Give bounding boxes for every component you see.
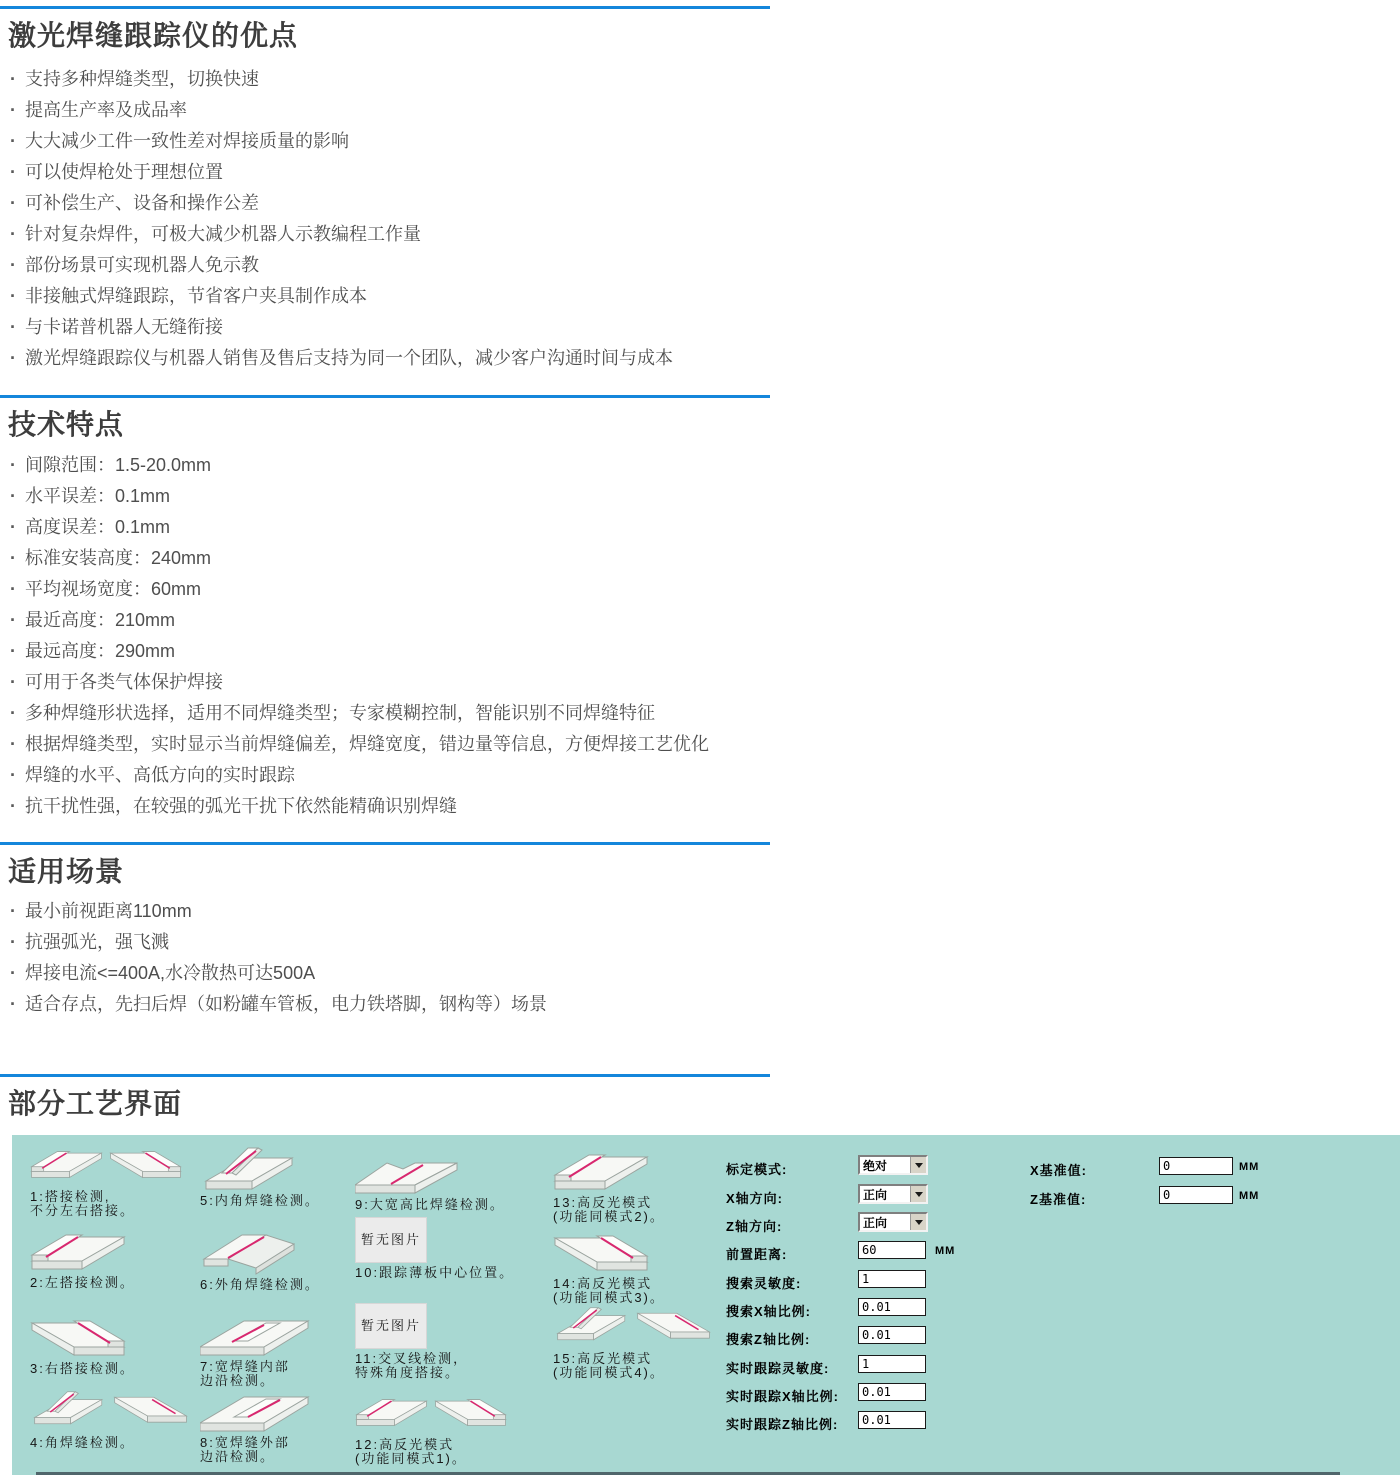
search-sensitivity-label: 搜索灵敏度: xyxy=(726,1276,802,1291)
lap-pair-weld-icon xyxy=(30,1147,182,1187)
weld-mode-14-reflective3 xyxy=(553,1230,665,1305)
x-reference-label: X基准值: xyxy=(1030,1163,1088,1178)
no-image-placeholder xyxy=(355,1217,514,1263)
bullet-item: · 最小前视距离110mm xyxy=(8,896,1388,927)
weld-mode-label: 2:左搭接检测。 xyxy=(30,1275,135,1290)
lap-right-weld-icon xyxy=(30,1315,135,1359)
weld-mode-label: 1:搭接检测, 不分左右搭接。 xyxy=(30,1189,136,1218)
bullet-item: · 可用于各类气体保护焊接 xyxy=(8,667,1388,698)
bullet-item: · 部份场景可实现机器人免示教 xyxy=(8,250,1388,281)
x-reference-unit: MM xyxy=(1239,1161,1260,1173)
realtime-sensitivity-input[interactable] xyxy=(858,1355,926,1373)
lead-distance-label: 前置距离: xyxy=(726,1247,788,1262)
lap-left-weld-icon xyxy=(30,1229,135,1273)
page-title: 激光焊缝跟踪仪的优点 xyxy=(8,20,299,51)
z-axis-direction-select[interactable] xyxy=(858,1212,928,1232)
lap-pair-weld-icon xyxy=(355,1395,507,1435)
calibration-mode-label: 标定模式: xyxy=(726,1162,788,1177)
weld-mode-label: 4:角焊缝检测。 xyxy=(30,1435,135,1450)
no-image-text: 暂无图片 xyxy=(355,1303,427,1349)
lap-right-weld-icon xyxy=(553,1230,665,1274)
bullet-item: · 可以使焊枪处于理想位置 xyxy=(8,157,1388,188)
weld-mode-11-cross-line xyxy=(355,1303,468,1380)
bullet-item: · 标准安装高度：240mm xyxy=(8,543,1388,574)
section-title-scenarios: 适用场景 xyxy=(8,856,125,887)
weld-mode-label: 7:宽焊缝内部 边沿检测。 xyxy=(200,1359,290,1388)
weld-mode-label: 9:大宽高比焊缝检测。 xyxy=(355,1197,505,1212)
search-sensitivity-input[interactable] xyxy=(858,1270,926,1288)
tech-specs-list xyxy=(8,450,1388,822)
lead-distance-input[interactable] xyxy=(858,1241,926,1259)
search-z-ratio-label: 搜索Z轴比例: xyxy=(726,1332,811,1347)
section-title-ui: 部分工艺界面 xyxy=(8,1088,183,1119)
bullet-item: · 大大减少工件一致性差对焊接质量的影响 xyxy=(8,126,1388,157)
bullet-item: · 根据焊缝类型，实时显示当前焊缝偏差，焊缝宽度，错边量等信息，方便焊接工艺优化 xyxy=(8,729,1388,760)
wide-inner-weld-icon xyxy=(200,1315,310,1357)
wide-outer-weld-icon xyxy=(200,1391,310,1433)
weld-mode-label: 3:右搭接检测。 xyxy=(30,1361,135,1376)
weld-mode-label: 10:跟踪薄板中心位置。 xyxy=(355,1265,515,1280)
weld-mode-1-lap xyxy=(30,1147,182,1218)
x-axis-direction-value: 正向 xyxy=(863,1187,888,1202)
search-x-ratio-input[interactable] xyxy=(858,1298,926,1316)
fillet-pair-weld-icon xyxy=(553,1307,711,1349)
bullet-item: · 抗干扰性强，在较强的弧光干扰下依然能精确识别焊缝 xyxy=(8,791,1388,822)
bullet-item: · 间隙范围：1.5-20.0mm xyxy=(8,450,1388,481)
weld-mode-15-reflective4 xyxy=(553,1307,711,1380)
chevron-down-icon[interactable] xyxy=(910,1214,926,1230)
scenarios-list xyxy=(8,896,1388,1020)
section-divider xyxy=(0,395,770,398)
weld-mode-label: 5:内角焊缝检测。 xyxy=(200,1193,320,1208)
weld-mode-13-reflective2 xyxy=(553,1149,665,1224)
weld-mode-2-left-lap xyxy=(30,1229,135,1290)
process-ui-screenshot xyxy=(12,1135,1400,1475)
calibration-mode-value: 绝对 xyxy=(863,1158,888,1173)
bullet-item: · 最近高度：210mm xyxy=(8,605,1388,636)
z-axis-direction-label: Z轴方向: xyxy=(726,1219,783,1234)
x-axis-direction-label: X轴方向: xyxy=(726,1191,784,1206)
bullet-item: · 提高生产率及成品率 xyxy=(8,95,1388,126)
lap-left-weld-icon xyxy=(553,1149,665,1193)
weld-mode-9-ratio xyxy=(355,1153,505,1212)
bullet-item: · 与卡诺普机器人无缝衔接 xyxy=(8,312,1388,343)
search-z-ratio-input[interactable] xyxy=(858,1326,926,1344)
weld-mode-3-right-lap xyxy=(30,1315,135,1376)
weld-mode-label: 8:宽焊缝外部 边沿检测。 xyxy=(200,1435,290,1464)
weld-mode-label: 11:交叉线检测， 特殊角度搭接。 xyxy=(355,1351,469,1380)
realtime-sensitivity-label: 实时跟踪灵敏度: xyxy=(726,1361,830,1376)
weld-mode-5-inner-corner xyxy=(200,1147,320,1208)
bullet-item: · 焊接电流<=400A,水冷散热可达500A xyxy=(8,958,1388,989)
weld-mode-4-fillet xyxy=(30,1391,188,1450)
fillet-pair-weld-icon xyxy=(30,1391,188,1433)
bullet-item: · 焊缝的水平、高低方向的实时跟踪 xyxy=(8,760,1388,791)
section-divider xyxy=(0,842,770,845)
section-title-tech: 技术特点 xyxy=(8,409,125,440)
realtime-z-ratio-input[interactable] xyxy=(858,1411,926,1429)
no-image-text: 暂无图片 xyxy=(355,1217,427,1263)
no-image-placeholder xyxy=(355,1303,468,1349)
ratio-weld-icon xyxy=(355,1153,505,1195)
calibration-mode-select[interactable] xyxy=(858,1155,928,1175)
bullet-item: · 适合存点，先扫后焊（如粉罐车管板，电力铁塔脚，钢构等）场景 xyxy=(8,989,1388,1020)
z-reference-label: Z基准值: xyxy=(1030,1192,1087,1207)
section-divider xyxy=(0,6,770,9)
bullet-item: · 非接触式焊缝跟踪，节省客户夹具制作成本 xyxy=(8,281,1388,312)
weld-mode-10-thin-center xyxy=(355,1217,514,1280)
z-reference-unit: MM xyxy=(1239,1190,1260,1202)
realtime-x-ratio-label: 实时跟踪X轴比例: xyxy=(726,1389,840,1404)
x-axis-direction-select[interactable] xyxy=(858,1184,928,1204)
weld-mode-7-wide-inner xyxy=(200,1315,310,1388)
chevron-down-icon[interactable] xyxy=(910,1157,926,1173)
bullet-item: · 针对复杂焊件，可极大减少机器人示教编程工作量 xyxy=(8,219,1388,250)
bullet-item: · 高度误差：0.1mm xyxy=(8,512,1388,543)
weld-mode-label: 14:高反光模式 (功能同模式3)。 xyxy=(553,1276,665,1305)
realtime-x-ratio-input[interactable] xyxy=(858,1383,926,1401)
tee-weld-icon xyxy=(200,1147,320,1191)
weld-mode-12-reflective1 xyxy=(355,1395,507,1466)
bullet-item: · 平均视场宽度：60mm xyxy=(8,574,1388,605)
advantages-list xyxy=(8,64,1388,374)
section-divider xyxy=(0,1074,770,1077)
weld-mode-label: 6:外角焊缝检测。 xyxy=(200,1277,320,1292)
bullet-item: · 可补偿生产、设备和操作公差 xyxy=(8,188,1388,219)
bullet-item: · 多种焊缝形状选择，适用不同焊缝类型；专家模糊控制，智能识别不同焊缝特征 xyxy=(8,698,1388,729)
corner-weld-icon xyxy=(200,1229,320,1275)
weld-mode-8-wide-outer xyxy=(200,1391,310,1464)
weld-mode-label: 15:高反光模式 (功能同模式4)。 xyxy=(553,1351,665,1380)
z-reference-input[interactable] xyxy=(1159,1186,1233,1204)
z-axis-direction-value: 正向 xyxy=(863,1215,888,1230)
bullet-item: · 最远高度：290mm xyxy=(8,636,1388,667)
realtime-z-ratio-label: 实时跟踪Z轴比例: xyxy=(726,1417,839,1432)
lead-distance-unit: MM xyxy=(935,1245,956,1257)
bullet-item: · 水平误差：0.1mm xyxy=(8,481,1388,512)
weld-mode-6-outer-corner xyxy=(200,1229,320,1292)
weld-mode-label: 13:高反光模式 (功能同模式2)。 xyxy=(553,1195,665,1224)
bullet-item: · 支持多种焊缝类型，切换快速 xyxy=(8,64,1388,95)
bullet-item: · 抗强弧光，强飞溅 xyxy=(8,927,1388,958)
x-reference-input[interactable] xyxy=(1159,1157,1233,1175)
chevron-down-icon[interactable] xyxy=(910,1186,926,1202)
weld-mode-label: 12:高反光模式 (功能同模式1)。 xyxy=(355,1437,467,1466)
bullet-item: · 激光焊缝跟踪仪与机器人销售及售后支持为同一个团队，减少客户沟通时间与成本 xyxy=(8,343,1388,374)
search-x-ratio-label: 搜索X轴比例: xyxy=(726,1304,812,1319)
